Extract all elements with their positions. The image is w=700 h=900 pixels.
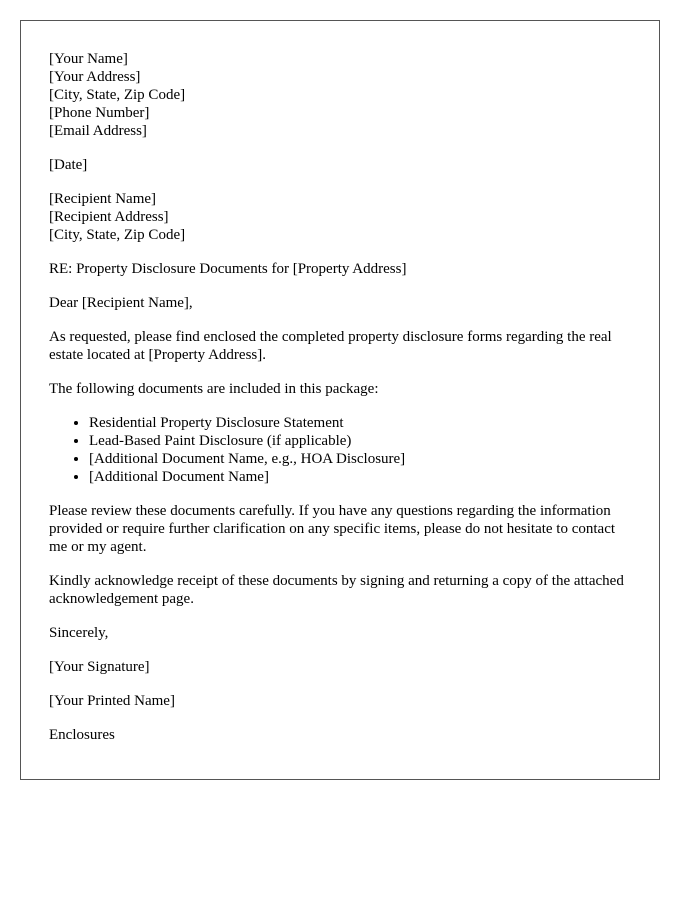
sender-name: [Your Name]: [49, 51, 128, 67]
enclosures-note: Enclosures: [49, 727, 115, 743]
recipient-block: [49, 190, 631, 244]
recipient-city-state-zip: [City, State, Zip Code]: [49, 227, 186, 243]
sender-block: [49, 50, 631, 140]
review-paragraph: Please review these documents carefully. If you have any questions regarding the information provided or require further clarification on any specific items, please do not hesitate to contact me or my agent.: [49, 503, 616, 555]
list-intro: The following documents are included in this package:: [49, 381, 379, 397]
letter-page: [20, 20, 660, 780]
subject-line: RE: Property Disclosure Documents for [Property Address]: [49, 261, 407, 277]
documents-list: [49, 414, 631, 486]
sender-email: [Email Address]: [49, 123, 147, 139]
list-item: • [Additional Document Name, e.g., HOA Disclosure]: [89, 450, 631, 468]
list-item: • [Additional Document Name]: [89, 468, 631, 486]
sender-city-state-zip: [City, State, Zip Code]: [49, 87, 186, 103]
list-item: • Lead-Based Paint Disclosure (if applicable): [89, 432, 631, 450]
intro-paragraph: As requested, please find enclosed the completed property disclosure forms regarding the real estate located at [Property Address].: [49, 329, 612, 363]
closing: Sincerely,: [49, 625, 109, 641]
printed-name: [Your Printed Name]: [49, 693, 175, 709]
sender-phone: [Phone Number]: [49, 105, 150, 121]
letter-date: [Date]: [49, 157, 88, 173]
recipient-name: [Recipient Name]: [49, 191, 157, 207]
recipient-address: [Recipient Address]: [49, 209, 169, 225]
acknowledge-paragraph: Kindly acknowledge receipt of these documents by signing and returning a copy of the attached acknowledgement page.: [49, 573, 624, 607]
signature-placeholder: [Your Signature]: [49, 659, 150, 675]
salutation: Dear [Recipient Name],: [49, 295, 193, 311]
sender-address: [Your Address]: [49, 69, 141, 85]
list-item: • Residential Property Disclosure Statement: [89, 414, 631, 432]
